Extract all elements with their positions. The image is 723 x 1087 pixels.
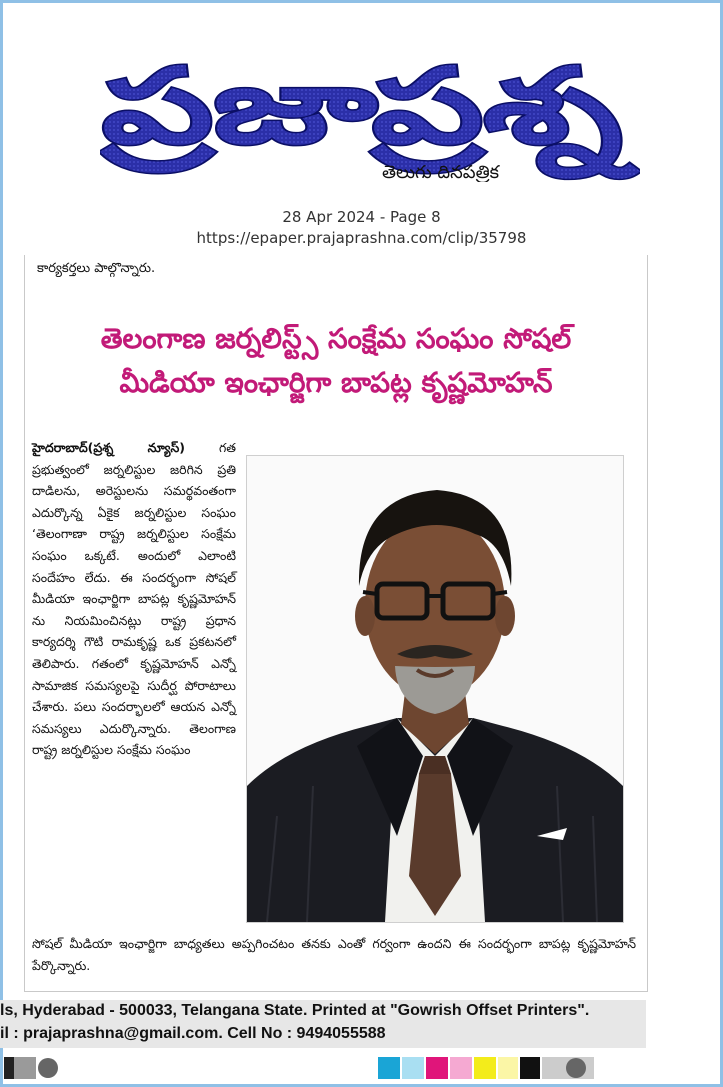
color-swatch [498, 1057, 518, 1079]
color-swatch [450, 1057, 472, 1079]
masthead-title: ప్రజాప్రశ్న [102, 45, 448, 167]
registration-mark [38, 1058, 58, 1078]
color-swatch [474, 1057, 496, 1079]
article-body-full-width: సోషల్ మీడియా ఇంఛార్జిగా బాధ్యతలు అప్పగించటం తనకు ఎంతో గర్వంగా ఉందని ఈ సందర్భంగా బాపట్ల కృష్ణమోహన్ పేర్కొన్నారు. [32, 936, 636, 973]
color-swatch [14, 1057, 36, 1079]
masthead-tagline: తెలుగు దినపత్రిక [382, 162, 500, 182]
registration-color-bar [0, 1057, 646, 1079]
color-swatch [520, 1057, 540, 1079]
dateline: హైదరాబాద్(ప్రశ్న న్యూస్) [32, 440, 186, 455]
color-swatch [378, 1057, 400, 1079]
headline-line-1: తెలంగాణ జర్నలిస్ట్స్ సంక్షేమ సంఘం సోషల్ [100, 322, 572, 355]
article-body-text: గత ప్రభుత్వంలో జర్నలిస్టుల జరిగిన ప్రతి దాడిలను, అరెస్టులను సమర్థవంతంగా ఎదుర్కొన్న ఏకైక జర్నలిస్టుల సంఘం ‘తెలంగాణా రాష్ట్ర జర్నలిస్టుల సంక్షేమ సంఘం ఒక్కటే. అందులో ఎలాంటి సందేహం లేదు. ఈ సందర్భంగా సోషల్ మీడియా ఇంఛార్జిగా బాపట్ల కృష్ణమోహన్ ను నియమించినట్లు రాష్ట్ర ప్రధాన కార్యదర్శి గౌటి రామకృష్ణ ఒక ప్రకటనలో తెలిపారు. గతంలో కృష్ణమోహన్ ఎన్నో సామాజిక సమస్యలపై సుదీర్ఘ పోరాటాలు చేశారు. పలు సందర్భాలలో ఆయన ఎన్నో సమస్యలు ఎదుర్కొన్నారు. తెలంగాణ రాష్ట్ర జర్నలిస్టుల సంక్షేమ సంఘం [32, 440, 236, 758]
edition-date-page: 28 Apr 2024 - Page 8 [282, 208, 441, 226]
article-body-column [32, 437, 236, 761]
masthead-logo [100, 32, 640, 182]
portrait-illustration [247, 456, 623, 922]
imprint-address: ls, Hyderabad - 500033, Telangana State. Printed at "Gowrish Offset Printers". [0, 1002, 590, 1019]
clip-url[interactable]: https://epaper.prajaprashna.com/clip/35798 [196, 229, 527, 247]
imprint-contact: il : prajaprashna@gmail.com. Cell No : 9494055588 [0, 1025, 386, 1042]
color-swatch [426, 1057, 448, 1079]
headline [25, 317, 647, 405]
portrait-photo [246, 455, 624, 923]
color-swatch [4, 1057, 14, 1079]
color-swatch [402, 1057, 424, 1079]
registration-mark [566, 1058, 586, 1078]
headline-line-2: మీడియా ఇంఛార్జిగా బాపట్ల కృష్ణమోహన్ [119, 366, 553, 399]
previous-article-tail: కార్యకర్తలు పాల్గొన్నారు. [37, 261, 156, 276]
color-swatch [596, 1057, 646, 1079]
masthead [100, 32, 640, 182]
news-clip [24, 255, 648, 992]
